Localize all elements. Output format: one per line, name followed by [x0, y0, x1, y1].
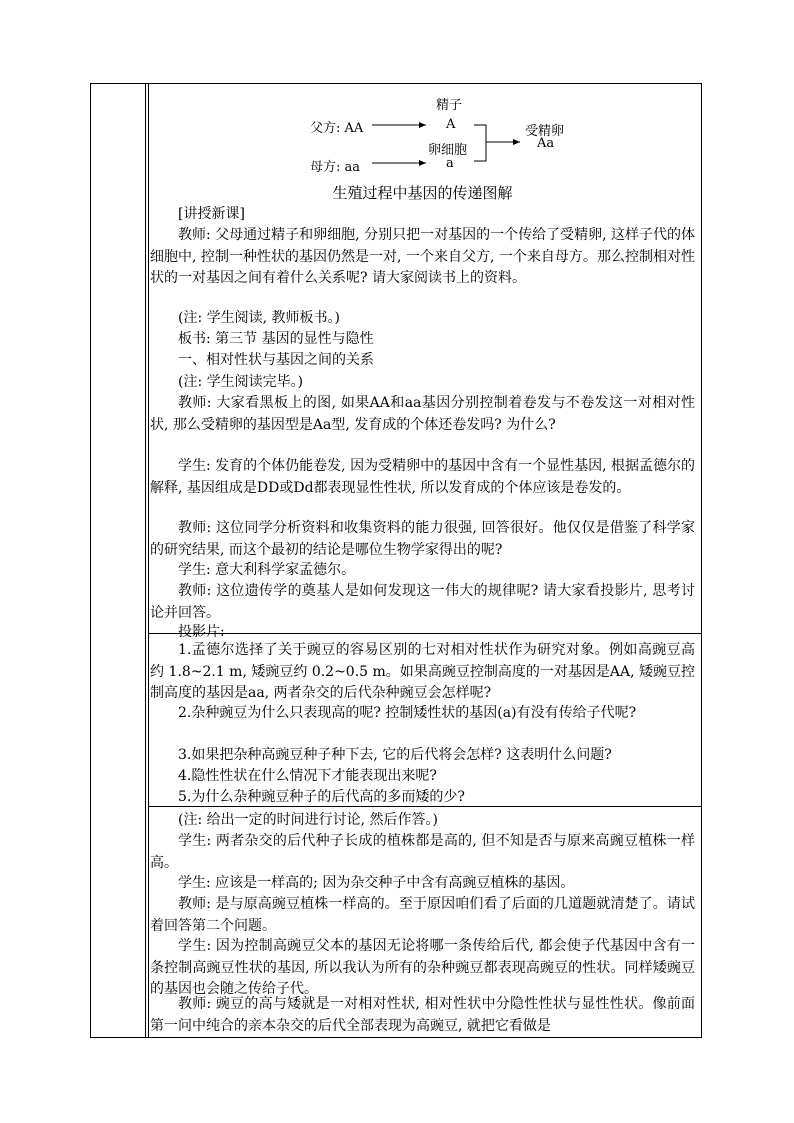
teacher-paragraph: 教师: 是与原高豌豆植株一样高的。至于原因咱们看了后面的几道题就清楚了。请试着回答第二个问题。 — [150, 896, 695, 934]
merge-bracket — [474, 125, 486, 161]
teacher-paragraph: 教师: 大家看黑板上的图, 如果AA和aa基因分别控制着卷发与不卷发这一对相对性状, 那么受精卵的基因型是Aa型, 发育成的个体还卷发吗? 为什么? — [150, 395, 695, 433]
column-divider-2 — [148, 83, 149, 1038]
student-paragraph: 学生: 两者杂交的后代种子长成的植株都是高的, 但不知是否与原来高豌豆植株一样高。 — [150, 833, 695, 871]
question-5: 5.为什么杂种豌豆种子的后代高的多而矮的少? — [178, 789, 465, 805]
teacher-paragraph: 教师: 这位同学分析资料和收集资料的能力很强, 回答很好。他仅仅是借鉴了科学家的研究结果, 而这个最初的结论是哪位生物学家得出的呢? — [150, 520, 695, 558]
egg-label: 卵细胞 — [428, 143, 468, 158]
note-paragraph: (注: 给出一定的时间进行讨论, 然后作答。) — [178, 812, 438, 828]
zygote-gene: Aa — [537, 136, 555, 151]
board-paragraph: 板书: 第三节 基因的显性与隐性 — [178, 331, 374, 347]
student-paragraph: 学生: 因为控制高豌豆父本的基因无论将哪一条传给后代, 都会使子代基因中含有一条控制高豌豆性状的基因, 所以我认为所有的杂种豌豆都表现高豌豆的性状。同样矮豌豆的基因也会随之传给子代。 — [150, 938, 695, 998]
zygote-label: 受精卵 — [525, 124, 565, 139]
student-paragraph: 学生: 应该是一样高的; 因为杂交种子中含有高豌豆植株的基因。 — [178, 875, 575, 891]
slide-label: 投影片: — [178, 624, 225, 640]
mother-label: 母方: aa — [310, 160, 361, 175]
sperm-gene: A — [446, 117, 456, 132]
question-2: 2.杂种豌豆为什么只表现高的呢? 控制矮性状的基因(a)有没有传给子代呢? — [178, 705, 637, 721]
question-4: 4.隐性性状在什么情况下才能表现出来呢? — [178, 768, 437, 784]
question-3: 3.如果把杂种高豌豆种子种下去, 它的后代将会怎样? 这表明什么问题? — [178, 747, 612, 763]
student-paragraph: 学生: 发育的个体仍能卷发, 因为受精卵中的基因中含有一个显性基因, 根据孟德尔的解释, 基因组成是DD或Dd都表现显性性状, 所以发育成的个体应该是卷发的。 — [150, 458, 695, 496]
note-paragraph: (注: 学生阅读完毕。) — [178, 374, 304, 390]
note-paragraph: (注: 学生阅读, 教师板书。) — [178, 310, 340, 326]
sperm-label: 精子 — [436, 98, 463, 113]
father-label: 父方: AA — [310, 121, 364, 136]
teacher-paragraph: 教师: 父母通过精子和卵细胞, 分别只把一对基因的一个传给了受精卵, 这样子代的体细胞中, 控制一种性状的基因仍然是一对, 一个来自父方, 一个来自母方。那么控制相对性状的一对基因之间有着什么关系呢? 请大家阅读书上的资料。 — [150, 227, 695, 287]
column-divider-1 — [145, 83, 146, 1038]
student-paragraph: 学生: 意大利科学家孟德尔。 — [178, 562, 356, 578]
question-1: 1.孟德尔选择了关于豌豆的容易区别的七对相对性状作为研究对象。例如高豌豆高约 1.8~2.1 m, 矮豌豆约 0.2~0.5 m。如果高豌豆控制高度的一对基因是AA, 矮豌豆控制高度的基因是aa, 两者杂交的后代杂种豌豆会怎样呢? — [150, 642, 695, 702]
teacher-paragraph: 教师: 这位遗传学的奠基人是如何发现这一伟大的规律呢? 请大家看投影片, 思考讨论并回答。 — [150, 583, 695, 621]
egg-gene: a — [446, 156, 454, 171]
diagram-caption: 生殖过程中基因的传递图解 — [332, 184, 513, 202]
teacher-paragraph: 教师: 豌豆的高与矮就是一对相对性状, 相对性状中分隐性性状与显性性状。像前面第一问中纯合的亲本杂交的后代全部表现为高豌豆, 就把它看做是 — [150, 996, 695, 1034]
section-heading: 一、相对性状与基因之间的关系 — [178, 352, 374, 368]
lecture-heading: [讲授新课] — [178, 206, 245, 222]
gene-transmission-diagram — [0, 0, 794, 200]
